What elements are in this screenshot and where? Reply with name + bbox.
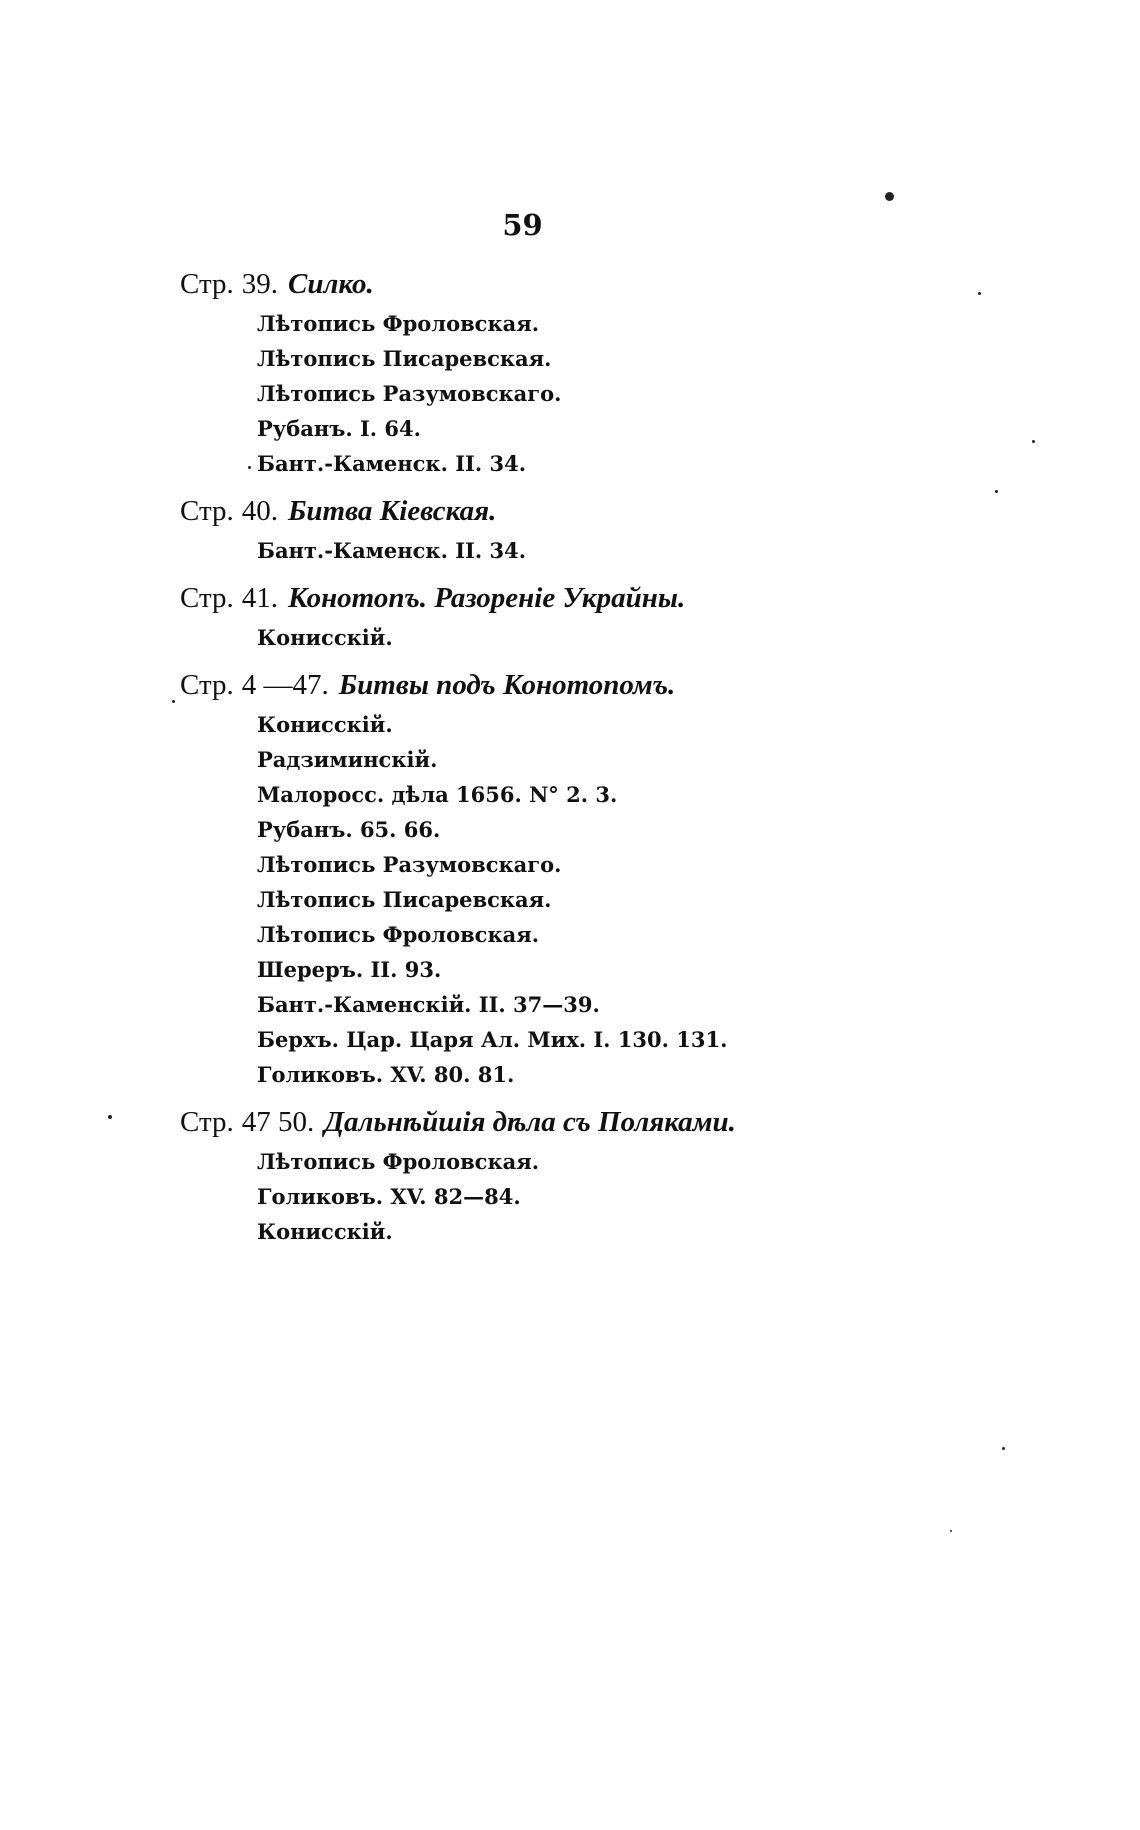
entry-title: Битвы подъ Конотопомъ. — [338, 669, 676, 701]
entry-pages: 39. — [241, 268, 278, 300]
entry-heading — [180, 663, 1080, 707]
entry-prefix: Стр. — [180, 495, 234, 527]
source-item: Голиковъ. XV. 82—84. — [257, 1184, 521, 1209]
source-list — [180, 306, 1080, 481]
source-item: Бант.-Каменск. II. 34. — [257, 451, 527, 476]
scan-speck — [108, 1115, 112, 1119]
scan-speck — [1032, 440, 1035, 443]
scan-speck — [950, 1530, 952, 1532]
source-list — [180, 707, 1080, 1092]
contents-entry — [180, 576, 1080, 655]
entry-prefix: Стр. — [180, 268, 234, 300]
source-item: Лѣтопись Фроловская. — [257, 311, 540, 336]
source-item: Конисскій. — [257, 1219, 393, 1244]
contents-entry — [180, 489, 1080, 568]
source-list — [180, 620, 1080, 655]
entry-pages: 4 —47. — [241, 669, 329, 701]
contents-entry — [180, 1100, 1080, 1249]
entry-prefix: Стр. — [180, 1106, 234, 1138]
source-item: Малоросс. дѣла 1656. N° 2. 3. — [257, 782, 618, 807]
entry-prefix: Стр. — [180, 669, 234, 701]
entry-heading — [180, 576, 1080, 620]
entry-prefix: Стр. — [180, 582, 234, 614]
scan-speck — [978, 292, 981, 295]
source-item: Шереръ. II. 93. — [257, 957, 442, 982]
scan-speck — [172, 700, 175, 703]
contents-entry — [180, 663, 1080, 1092]
source-item: Лѣтопись Фроловская. — [257, 1149, 540, 1174]
source-item: Конисскій. — [257, 625, 393, 650]
entry-pages: 41. — [241, 582, 278, 614]
scan-speck — [995, 490, 998, 493]
source-item: Бант.-Каменскій. II. 37—39. — [257, 992, 600, 1017]
source-item: Конисскій. — [257, 712, 393, 737]
entry-title: Конотопъ. Разореніе Украйны. — [288, 582, 686, 614]
scan-speck — [248, 466, 251, 469]
source-item: Радзиминскій. — [257, 747, 438, 772]
source-item: Рубанъ. I. 64. — [257, 416, 421, 441]
source-item: Рубанъ. 65. 66. — [257, 817, 441, 842]
source-item: Берхъ. Цар. Царя Ал. Мих. I. 130. 131. — [257, 1027, 728, 1052]
contents-list — [180, 262, 1080, 1257]
entry-title: Битва Кіевская. — [288, 495, 497, 527]
source-list — [180, 1144, 1080, 1249]
source-item: Лѣтопись Разумовскаго. — [257, 381, 562, 406]
entry-heading — [180, 489, 1080, 533]
source-item: Лѣтопись Писаревская. — [257, 346, 552, 371]
source-item: Голиковъ. XV. 80. 81. — [257, 1062, 515, 1087]
entry-title: Дальнѣйшія дѣла съ Поляками. — [324, 1106, 736, 1138]
page-number: 59 — [502, 208, 543, 242]
entry-title: Силко. — [288, 268, 374, 300]
source-item: Бант.-Каменск. II. 34. — [257, 538, 527, 563]
entry-pages: 40. — [241, 495, 278, 527]
source-item: Лѣтопись Писаревская. — [257, 887, 552, 912]
scan-speck — [1002, 1447, 1005, 1450]
source-list — [180, 533, 1080, 568]
contents-entry — [180, 262, 1080, 481]
scan-speck — [885, 192, 894, 201]
source-item: Лѣтопись Разумовскаго. — [257, 852, 562, 877]
entry-pages: 47 50. — [241, 1106, 315, 1138]
entry-heading — [180, 262, 1080, 306]
entry-heading — [180, 1100, 1080, 1144]
source-item: Лѣтопись Фроловская. — [257, 922, 540, 947]
